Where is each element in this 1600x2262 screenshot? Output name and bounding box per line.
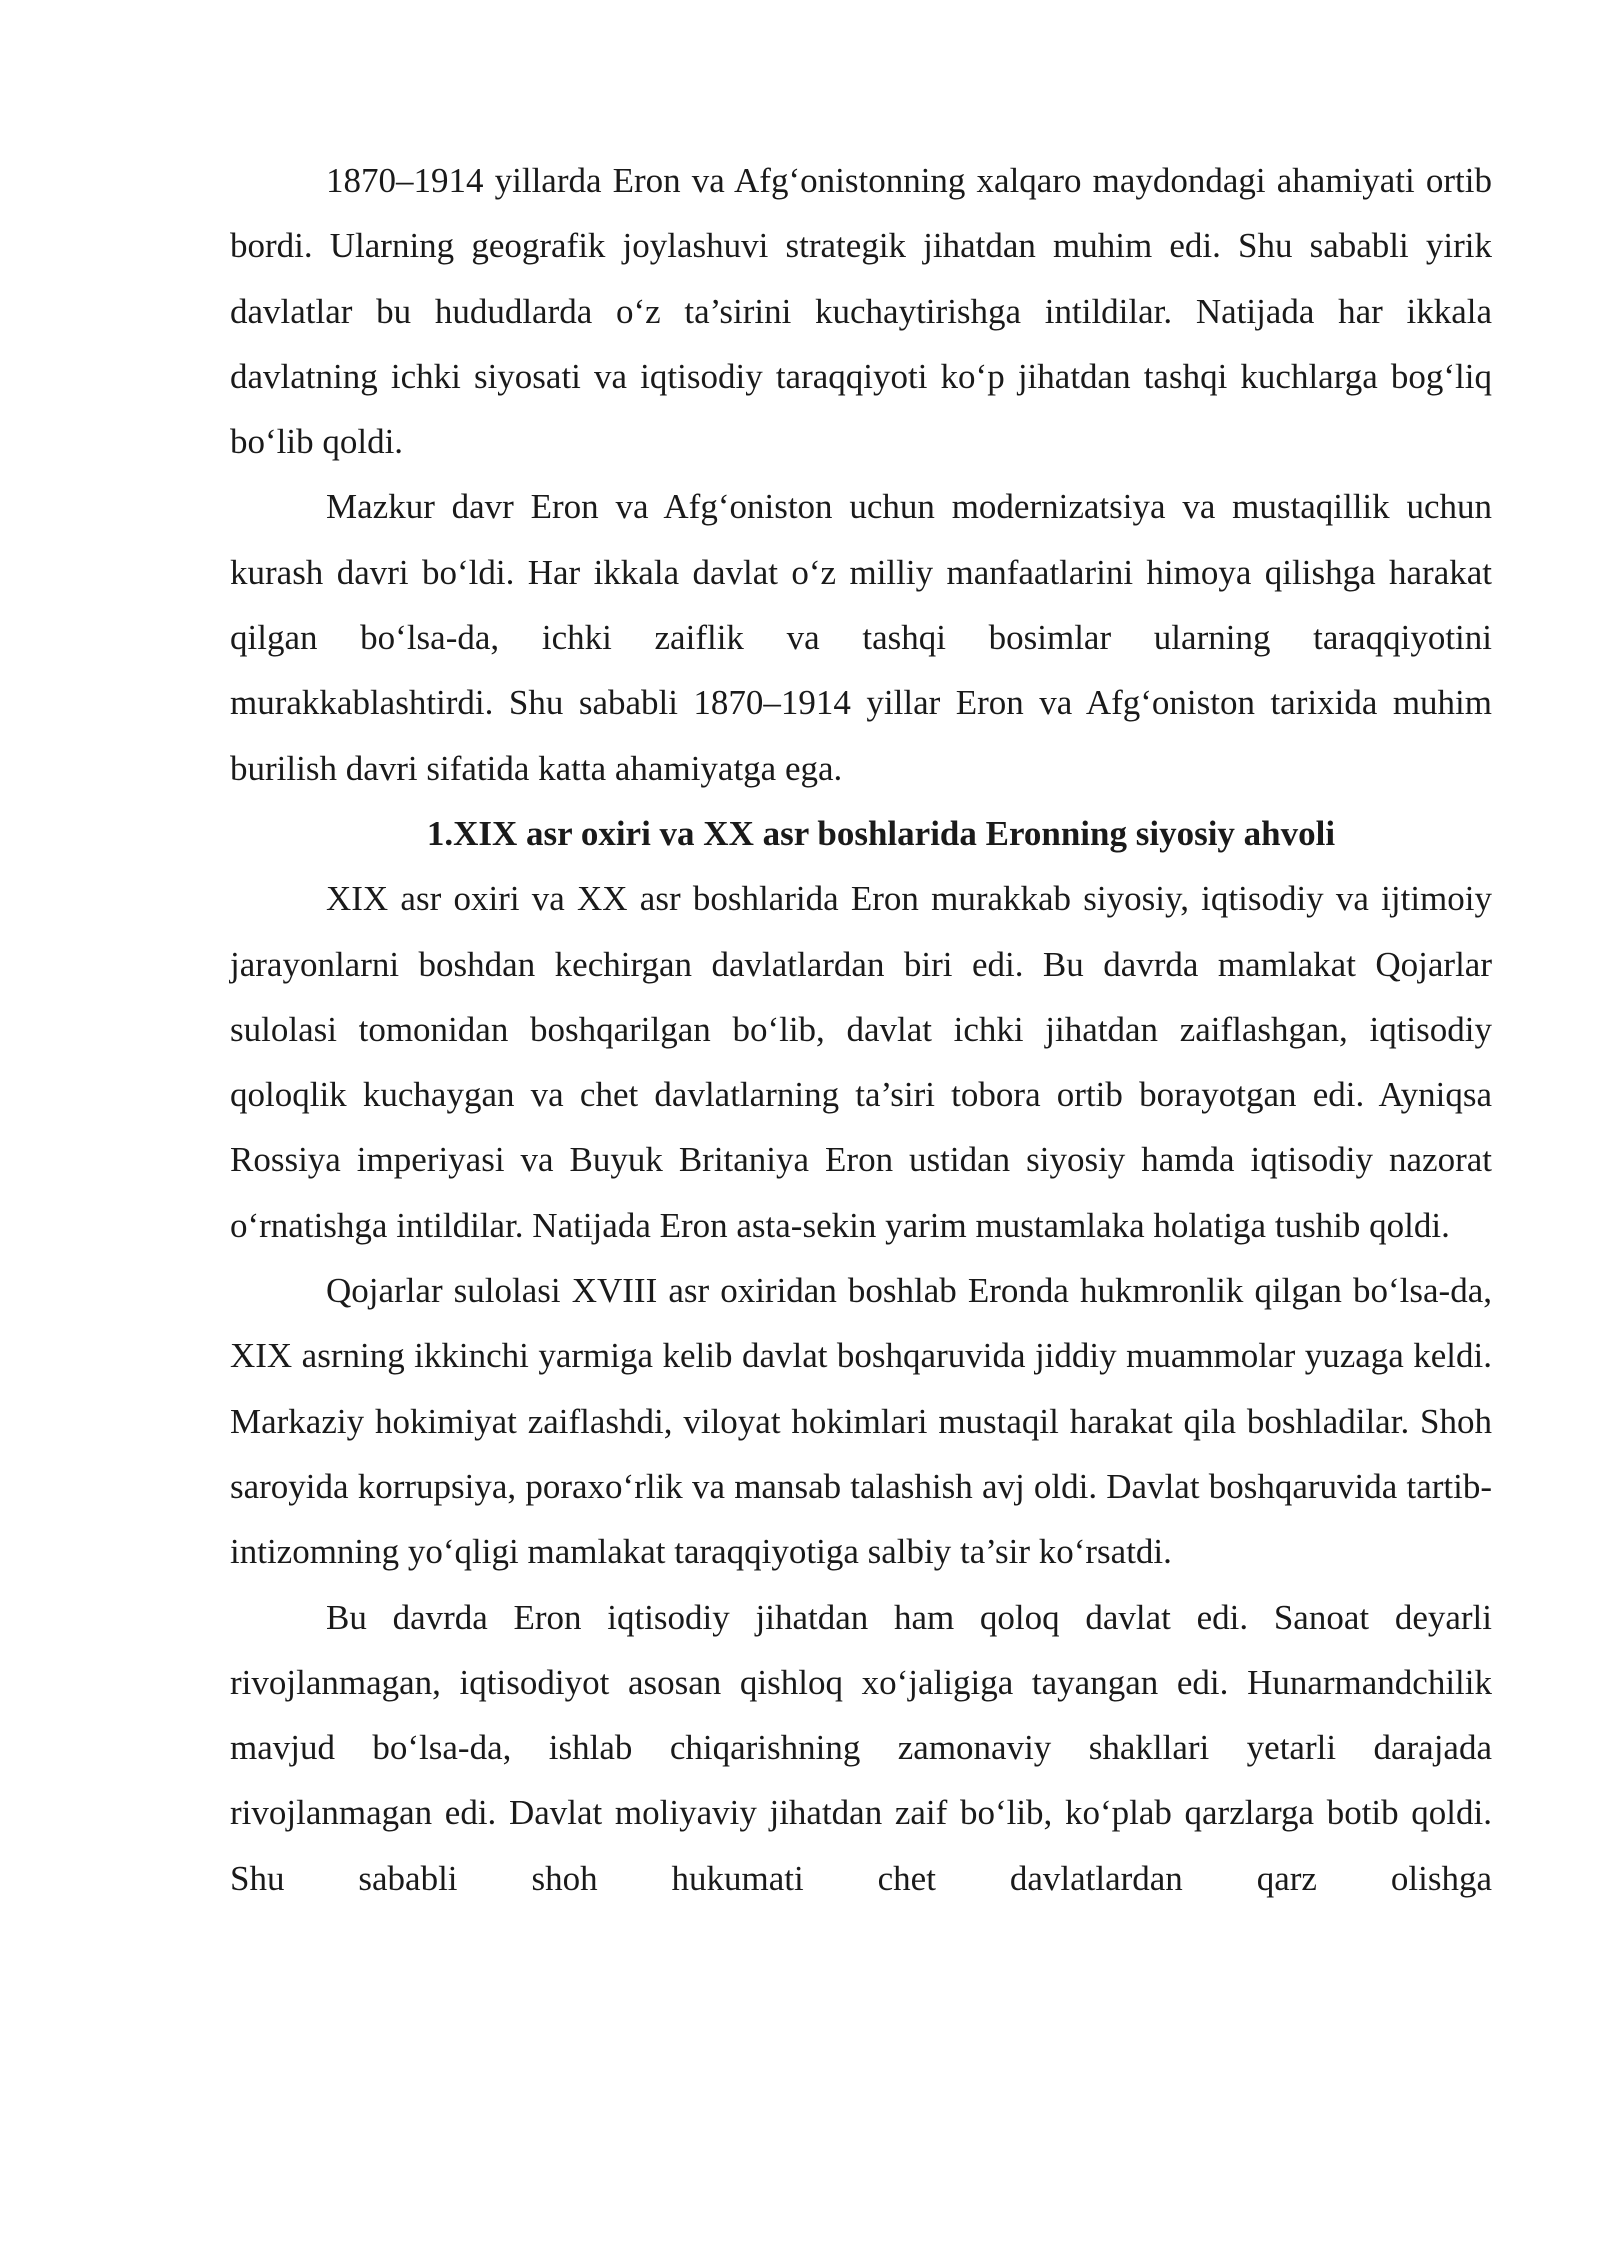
document-page [230,148,1492,1911]
paragraph-intro-1: 1870–1914 yillarda Eron va Afg‘onistonning xalqaro maydondagi ahamiyati ortib bordi. Ularning geografik joylashuvi strategik jihatdan muhim edi. Shu sababli yirik davlatlar bu hududlarda o‘z ta’sirini kuchaytirishga intildilar. Natijada har ikkala davlatning ichki siyosati va iqtisodiy taraqqiyoti ko‘p jihatdan tashqi kuchlarga bog‘liq bo‘lib qoldi. [230,161,1492,462]
paragraph-body-1: XIX asr oxiri va XX asr boshlarida Eron murakkab siyosiy, iqtisodiy va ijtimoiy jarayonlarni boshdan kechirgan davlatlardan biri edi. Bu davrda mamlakat Qojarlar sulolasi tomonidan boshqarilgan bo‘lib, davlat ichki jihatdan zaiflashgan, iqtisodiy qoloqlik kuchaygan va chet davlatlarning ta’siri tobora ortib borayotgan edi. Ayniqsa Rossiya imperiyasi va Buyuk Britaniya Eron ustidan siyosiy hamda iqtisodiy nazorat o‘rnatishga intildilar. Natijada Eron asta-sekin yarim mustamlaka holatiga tushib qoldi. [230,879,1492,1245]
paragraph-body-2: Qojarlar sulolasi XVIII asr oxiridan boshlab Eronda hukmronlik qilgan bo‘lsa-da, XIX asrning ikkinchi yarmiga kelib davlat boshqaruvida jiddiy muammolar yuzaga keldi. Markaziy hokimiyat zaiflashdi, viloyat hokimlari mustaqil harakat qila boshladilar. Shoh saroyida korrupsiya, poraxo‘rlik va mansab talashish avj oldi. Davlat boshqaruvida tartib-intizomning yo‘qligi mamlakat taraqqiyotiga salbiy ta’sir ko‘rsatdi. [230,1271,1492,1572]
paragraph-body-3: Bu davrda Eron iqtisodiy jihatdan ham qoloq davlat edi. Sanoat deyarli rivojlanmagan, iqtisodiyot asosan qishloq xo‘jaligiga tayangan edi. Hunarmandchilik mavjud bo‘lsa-da, ishlab chiqarishning zamonaviy shakllari yetarli darajada rivojlanmagan edi. Davlat moliyaviy jihatdan zaif bo‘lib, ko‘plab qarzlarga botib qoldi. Shu sababli shoh hukumati chet davlatlardan qarz olishga [230,1597,1492,1898]
section-heading: 1.XIX asr oxiri va XX asr boshlarida Eronning siyosiy ahvoli [426,813,1336,853]
paragraph-intro-2: Mazkur davr Eron va Afg‘oniston uchun modernizatsiya va mustaqillik uchun kurash davri bo‘ldi. Har ikkala davlat o‘z milliy manfaatlarini himoya qilishga harakat qilgan bo‘lsa-da, ichki zaiflik va tashqi bosimlar ularning taraqqiyotini murakkablashtirdi. Shu sababli 1870–1914 yillar Eron va Afg‘oniston tarixida muhim burilish davri sifatida katta ahamiyatga ega. [230,487,1492,788]
